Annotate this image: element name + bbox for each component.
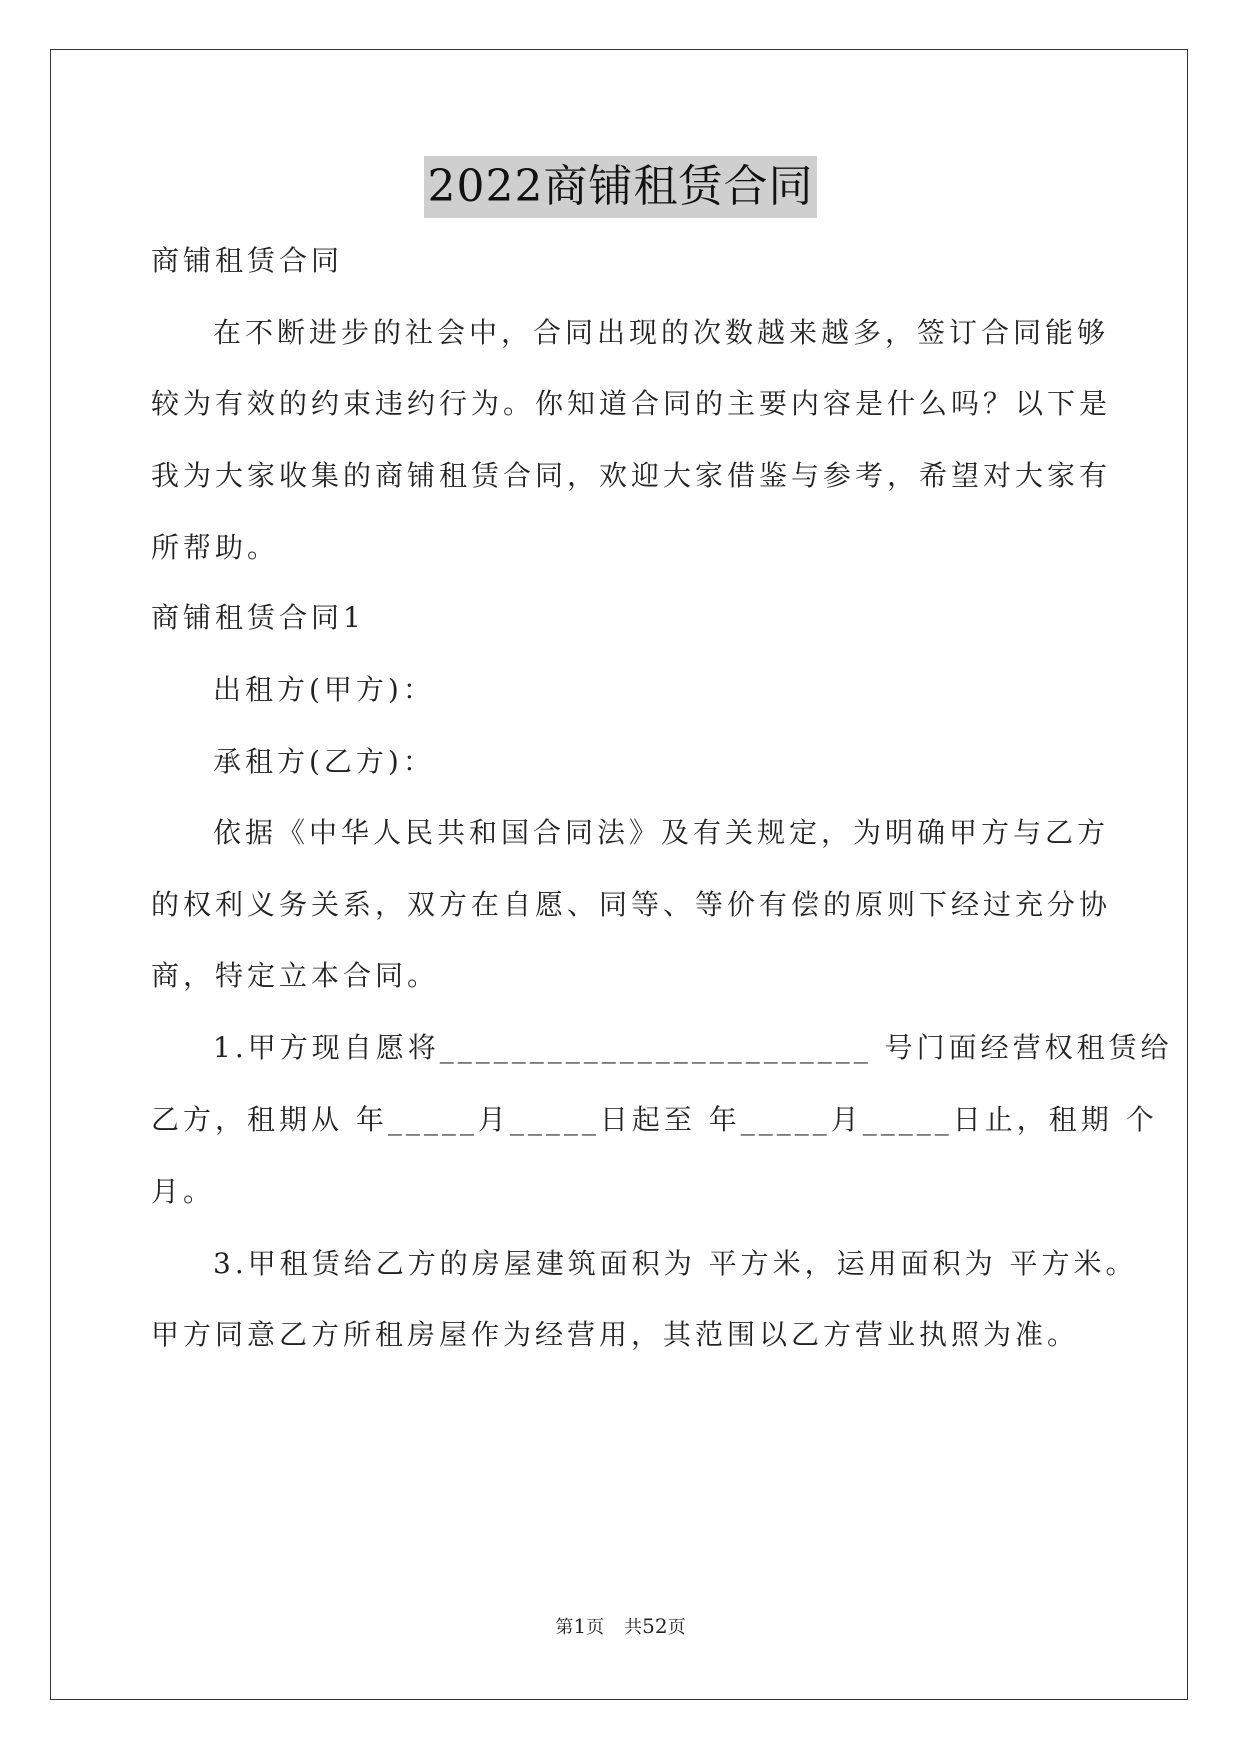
subtitle-line: 商铺租赁合同 xyxy=(151,244,344,277)
total-prefix: 共 xyxy=(624,1617,643,1638)
clause-line: 3.甲租赁给乙方的房屋建筑面积为 平方米，运用面积为 平方米。 xyxy=(213,1247,1138,1280)
paragraph-line: 在不断进步的社会中，合同出现的次数越来越多，签订合同能够 xyxy=(213,316,1110,349)
title-container xyxy=(0,156,1241,218)
paragraph-line: 的权利义务关系，双方在自愿、同等、等价有偿的原则下经过充分协 xyxy=(151,888,1112,921)
page-number: 1 xyxy=(573,1614,587,1638)
paragraph-line: 我为大家收集的商铺租赁合同，欢迎大家借鉴与参考，希望对大家有 xyxy=(151,459,1112,492)
paragraph-line: 商，特定立本合同。 xyxy=(151,959,440,992)
lessor-line: 出租方(甲方)： xyxy=(213,673,435,706)
clause-line: 甲方同意乙方所租房屋作为经营用，其范围以乙方营业执照为准。 xyxy=(151,1318,1080,1351)
section-heading: 商铺租赁合同1 xyxy=(151,601,365,634)
clause-line: 月。 xyxy=(151,1175,216,1208)
paragraph-line: 依据《中华人民共和国合同法》及有关规定，为明确甲方与乙方 xyxy=(213,816,1110,849)
page-prefix: 第 xyxy=(555,1617,574,1638)
document-title: 2022商铺租赁合同 xyxy=(424,156,818,218)
page-border xyxy=(50,49,1188,1700)
paragraph-line: 所帮助。 xyxy=(151,531,280,564)
lessee-line: 承租方(乙方)： xyxy=(213,745,435,778)
page-footer xyxy=(0,1614,1241,1640)
paragraph-line: 较为有效的约束违约行为。你知道合同的主要内容是什么吗？以下是 xyxy=(151,387,1112,420)
total-suffix: 页 xyxy=(667,1617,686,1638)
clause-line: 1.甲方现自愿将________________________ 号门面经营权租赁给 xyxy=(213,1031,1173,1064)
total-pages: 52 xyxy=(642,1614,668,1638)
clause-line: 乙方，租期从 年_____月_____日起至 年_____月_____日止，租期 个 xyxy=(151,1103,1158,1136)
page-suffix: 页 xyxy=(586,1617,605,1638)
